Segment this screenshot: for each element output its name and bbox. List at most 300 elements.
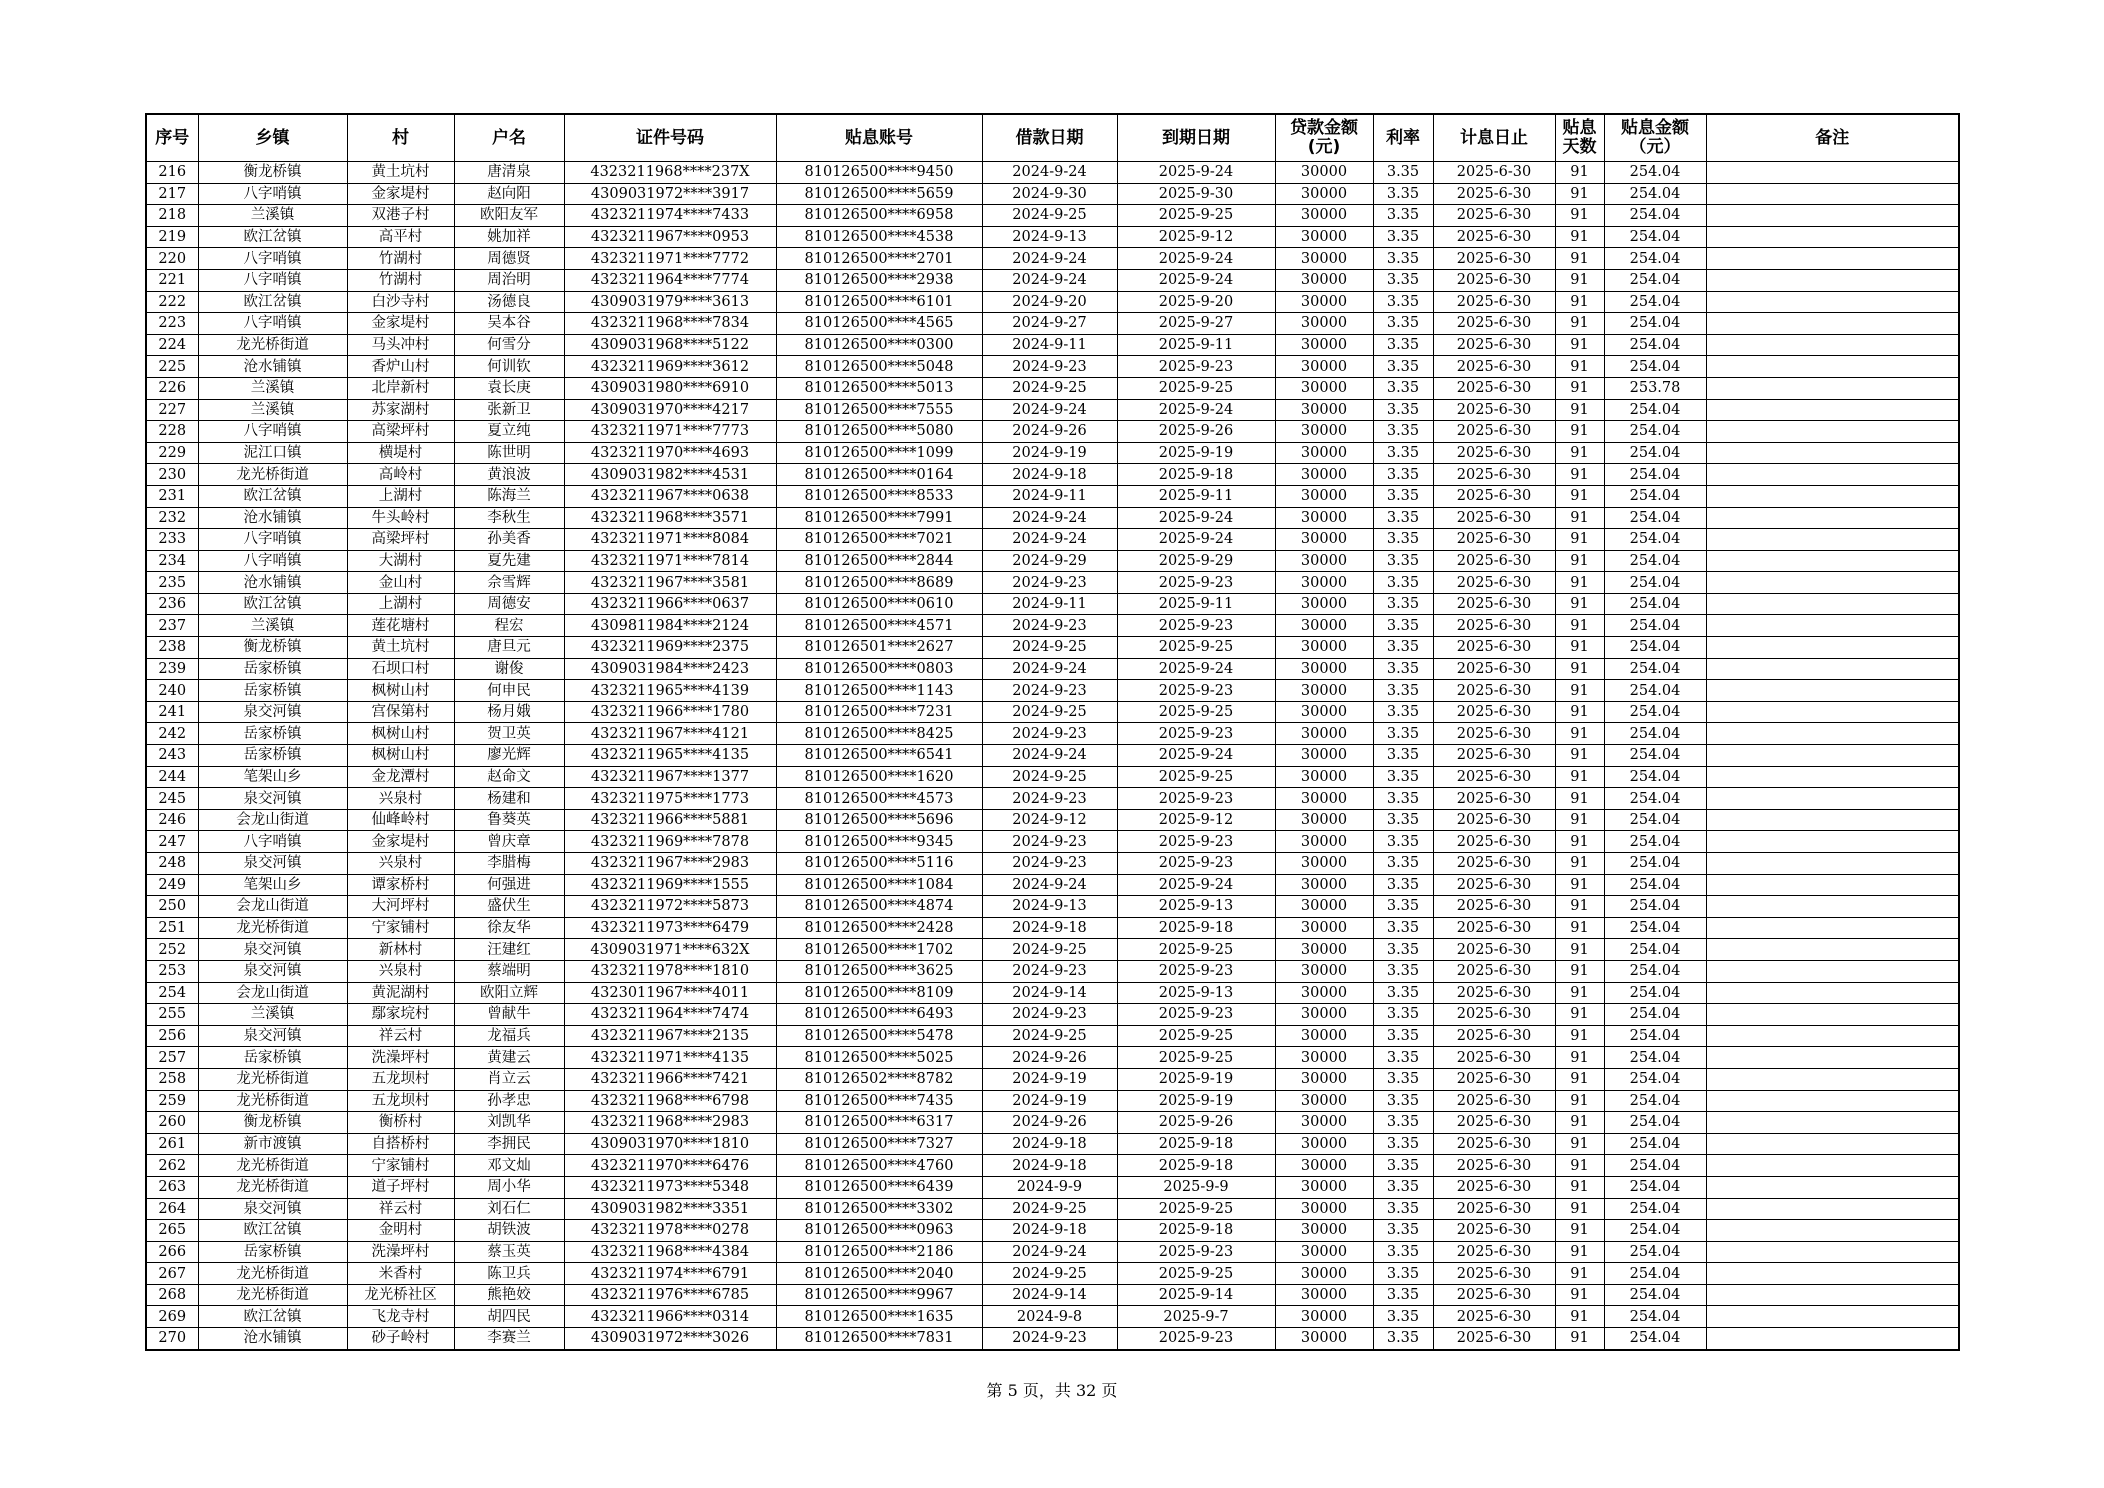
table-cell: 244 [146, 766, 198, 788]
table-cell: 曾献牛 [454, 1004, 564, 1026]
table-cell: 2024-9-24 [982, 507, 1117, 529]
table-cell: 2025-6-30 [1433, 1306, 1555, 1328]
table-cell: 91 [1555, 593, 1604, 615]
table-cell: 254.04 [1604, 507, 1706, 529]
table-cell: 2024-9-14 [982, 1284, 1117, 1306]
table-cell: 4323211967****1377 [564, 766, 776, 788]
table-cell: 2025-6-30 [1433, 269, 1555, 291]
table-row [146, 291, 1959, 313]
table-cell: 2025-9-23 [1117, 572, 1275, 594]
table-cell: 3.35 [1373, 313, 1433, 335]
table-cell: 孙美香 [454, 529, 564, 551]
table-cell: 2025-9-23 [1117, 853, 1275, 875]
table-cell: 91 [1555, 162, 1604, 184]
table-cell [1706, 982, 1959, 1004]
table-cell: 30000 [1275, 1241, 1373, 1263]
table-cell: 2024-9-11 [982, 334, 1117, 356]
table-cell: 李赛兰 [454, 1328, 564, 1350]
table-cell: 2025-9-18 [1117, 1133, 1275, 1155]
table-cell: 2025-6-30 [1433, 1176, 1555, 1198]
table-cell [1706, 788, 1959, 810]
table-cell: 229 [146, 442, 198, 464]
table-cell: 91 [1555, 377, 1604, 399]
table-cell: 4323211966****0314 [564, 1306, 776, 1328]
table-cell: 2024-9-25 [982, 1025, 1117, 1047]
table-cell [1706, 1306, 1959, 1328]
table-cell: 北岸新村 [347, 377, 454, 399]
table-cell: 2025-6-30 [1433, 637, 1555, 659]
table-cell: 253.78 [1604, 377, 1706, 399]
table-cell: 龙福兵 [454, 1025, 564, 1047]
table-cell: 30000 [1275, 896, 1373, 918]
table-cell: 254.04 [1604, 701, 1706, 723]
table-cell: 沧水铺镇 [198, 572, 347, 594]
table-cell: 254 [146, 982, 198, 1004]
column-header: 贷款金额 (元) [1275, 114, 1373, 162]
table-cell: 30000 [1275, 1133, 1373, 1155]
table-row [146, 1112, 1959, 1134]
table-cell: 2025-6-30 [1433, 1328, 1555, 1350]
table-cell: 2025-9-24 [1117, 745, 1275, 767]
table-cell: 91 [1555, 788, 1604, 810]
table-cell: 30000 [1275, 1263, 1373, 1285]
column-header: 计息日止 [1433, 114, 1555, 162]
table-cell [1706, 1133, 1959, 1155]
table-cell: 2025-9-24 [1117, 507, 1275, 529]
table-cell: 2025-6-30 [1433, 421, 1555, 443]
table-cell: 810126500****5080 [776, 421, 982, 443]
table-cell: 218 [146, 205, 198, 227]
table-cell [1706, 183, 1959, 205]
table-row [146, 1004, 1959, 1026]
table-cell: 810126500****9450 [776, 162, 982, 184]
table-cell: 衡龙桥镇 [198, 162, 347, 184]
table-cell: 周治明 [454, 269, 564, 291]
table-cell: 91 [1555, 248, 1604, 270]
table-cell: 3.35 [1373, 269, 1433, 291]
table-cell [1706, 1155, 1959, 1177]
table-cell: 810126500****1635 [776, 1306, 982, 1328]
table-cell: 3.35 [1373, 205, 1433, 227]
table-cell: 2025-6-30 [1433, 1090, 1555, 1112]
table-cell: 兴泉村 [347, 788, 454, 810]
table-cell: 254.04 [1604, 205, 1706, 227]
table-cell: 222 [146, 291, 198, 313]
table-cell: 刘石仁 [454, 1198, 564, 1220]
table-cell: 谭家桥村 [347, 874, 454, 896]
table-row [146, 485, 1959, 507]
table-cell: 3.35 [1373, 291, 1433, 313]
table-cell: 2024-9-18 [982, 1133, 1117, 1155]
table-cell: 周德贤 [454, 248, 564, 270]
table-cell: 257 [146, 1047, 198, 1069]
table-cell: 254.04 [1604, 162, 1706, 184]
table-cell: 3.35 [1373, 1306, 1433, 1328]
table-cell: 2025-9-29 [1117, 550, 1275, 572]
table-cell: 3.35 [1373, 1133, 1433, 1155]
table-cell: 261 [146, 1133, 198, 1155]
table-cell [1706, 615, 1959, 637]
table-cell: 赵向阳 [454, 183, 564, 205]
table-cell: 八字哨镇 [198, 269, 347, 291]
table-cell: 枫树山村 [347, 680, 454, 702]
table-cell: 91 [1555, 831, 1604, 853]
table-row [146, 982, 1959, 1004]
table-row [146, 226, 1959, 248]
table-cell: 李秋生 [454, 507, 564, 529]
table-cell: 30000 [1275, 248, 1373, 270]
table-cell: 810126500****7991 [776, 507, 982, 529]
table-cell: 30000 [1275, 766, 1373, 788]
table-cell: 3.35 [1373, 1090, 1433, 1112]
table-cell: 3.35 [1373, 226, 1433, 248]
table-cell: 2025-9-20 [1117, 291, 1275, 313]
table-cell: 2025-9-25 [1117, 1047, 1275, 1069]
table-row [146, 960, 1959, 982]
table-cell: 2025-6-30 [1433, 1241, 1555, 1263]
table-cell: 八字哨镇 [198, 421, 347, 443]
table-cell: 810126500****1702 [776, 939, 982, 961]
table-cell: 4309031970****1810 [564, 1133, 776, 1155]
table-cell: 254.04 [1604, 615, 1706, 637]
table-cell: 2024-9-24 [982, 874, 1117, 896]
table-cell: 2025-6-30 [1433, 939, 1555, 961]
table-cell: 30000 [1275, 377, 1373, 399]
table-cell: 何训钦 [454, 356, 564, 378]
table-cell: 254.04 [1604, 766, 1706, 788]
table-cell: 259 [146, 1090, 198, 1112]
table-cell: 兴泉村 [347, 960, 454, 982]
table-cell: 91 [1555, 356, 1604, 378]
table-cell: 2025-9-12 [1117, 809, 1275, 831]
table-cell: 徐友华 [454, 917, 564, 939]
table-cell: 254.04 [1604, 1047, 1706, 1069]
table-cell: 夏先建 [454, 550, 564, 572]
table-cell: 上湖村 [347, 485, 454, 507]
table-cell: 金龙潭村 [347, 766, 454, 788]
table-cell: 91 [1555, 939, 1604, 961]
table-cell [1706, 723, 1959, 745]
table-cell: 3.35 [1373, 788, 1433, 810]
table-cell: 254.04 [1604, 421, 1706, 443]
table-cell: 宫保第村 [347, 701, 454, 723]
table-cell: 254.04 [1604, 1025, 1706, 1047]
table-cell: 黄浪波 [454, 464, 564, 486]
table-cell: 竹湖村 [347, 269, 454, 291]
table-cell: 2024-9-23 [982, 1004, 1117, 1026]
table-cell: 30000 [1275, 1112, 1373, 1134]
table-row [146, 874, 1959, 896]
loan-subsidy-table [145, 113, 1960, 1351]
table-cell: 张新卫 [454, 399, 564, 421]
table-cell: 30000 [1275, 572, 1373, 594]
table-cell: 4309031972****3917 [564, 183, 776, 205]
table-cell: 254.04 [1604, 723, 1706, 745]
table-cell: 810126500****0963 [776, 1220, 982, 1242]
table-cell: 道子坪村 [347, 1176, 454, 1198]
table-cell: 2024-9-24 [982, 1241, 1117, 1263]
table-cell: 4309031971****632X [564, 939, 776, 961]
table-cell: 3.35 [1373, 982, 1433, 1004]
table-cell: 兰溪镇 [198, 615, 347, 637]
table-cell: 欧江岔镇 [198, 1306, 347, 1328]
column-header: 证件号码 [564, 114, 776, 162]
table-row [146, 917, 1959, 939]
table-cell: 263 [146, 1176, 198, 1198]
table-cell: 2025-9-19 [1117, 442, 1275, 464]
table-cell: 810126500****5696 [776, 809, 982, 831]
table-cell: 254.04 [1604, 226, 1706, 248]
table-cell: 253 [146, 960, 198, 982]
table-header [146, 114, 1959, 162]
table-cell: 810126500****7231 [776, 701, 982, 723]
table-cell: 2024-9-23 [982, 831, 1117, 853]
table-cell [1706, 205, 1959, 227]
table-cell: 3.35 [1373, 550, 1433, 572]
table-cell: 程宏 [454, 615, 564, 637]
table-cell: 2025-6-30 [1433, 1263, 1555, 1285]
table-cell: 254.04 [1604, 853, 1706, 875]
table-row [146, 831, 1959, 853]
table-cell: 3.35 [1373, 507, 1433, 529]
table-cell: 810126500****6541 [776, 745, 982, 767]
table-cell: 2025-9-19 [1117, 1068, 1275, 1090]
table-cell: 233 [146, 529, 198, 551]
table-cell: 262 [146, 1155, 198, 1177]
table-cell: 欧阳立辉 [454, 982, 564, 1004]
table-cell: 254.04 [1604, 680, 1706, 702]
table-cell: 91 [1555, 1328, 1604, 1350]
table-cell: 4323211966****7421 [564, 1068, 776, 1090]
table-cell: 4323211967****3581 [564, 572, 776, 594]
table-cell: 2024-9-19 [982, 1068, 1117, 1090]
table-cell: 4309031972****3026 [564, 1328, 776, 1350]
table-cell [1706, 1241, 1959, 1263]
table-row [146, 1047, 1959, 1069]
table-cell: 2025-6-30 [1433, 485, 1555, 507]
table-cell: 254.04 [1604, 485, 1706, 507]
table-cell: 810126500****8689 [776, 572, 982, 594]
table-cell: 254.04 [1604, 982, 1706, 1004]
table-cell: 2024-9-18 [982, 1220, 1117, 1242]
table-cell [1706, 917, 1959, 939]
table-cell: 223 [146, 313, 198, 335]
table-cell [1706, 874, 1959, 896]
table-cell: 3.35 [1373, 593, 1433, 615]
table-cell: 4323211969****2375 [564, 637, 776, 659]
table-cell: 贺卫英 [454, 723, 564, 745]
table-cell: 254.04 [1604, 809, 1706, 831]
table-cell: 2025-6-30 [1433, 1284, 1555, 1306]
table-cell: 2025-6-30 [1433, 334, 1555, 356]
table-cell: 2025-9-25 [1117, 377, 1275, 399]
column-header: 备注 [1706, 114, 1959, 162]
table-cell: 莲花塘村 [347, 615, 454, 637]
table-cell: 2025-6-30 [1433, 399, 1555, 421]
table-cell: 2025-6-30 [1433, 701, 1555, 723]
table-cell: 马头冲村 [347, 334, 454, 356]
table-cell: 2025-6-30 [1433, 766, 1555, 788]
table-cell: 双港子村 [347, 205, 454, 227]
table-cell: 810126500****8533 [776, 485, 982, 507]
table-cell: 胡铁波 [454, 1220, 564, 1242]
table-cell [1706, 248, 1959, 270]
table-cell: 250 [146, 896, 198, 918]
table-cell: 91 [1555, 896, 1604, 918]
table-row [146, 1155, 1959, 1177]
table-cell: 3.35 [1373, 1068, 1433, 1090]
table-cell: 周德安 [454, 593, 564, 615]
table-cell [1706, 269, 1959, 291]
table-cell: 30000 [1275, 1090, 1373, 1112]
table-cell: 91 [1555, 1068, 1604, 1090]
table-cell: 30000 [1275, 1198, 1373, 1220]
table-cell: 810126500****2186 [776, 1241, 982, 1263]
table-cell: 91 [1555, 529, 1604, 551]
table-cell: 2024-9-13 [982, 896, 1117, 918]
table-cell: 4323211968****4384 [564, 1241, 776, 1263]
table-cell: 91 [1555, 1306, 1604, 1328]
table-cell: 2024-9-23 [982, 960, 1117, 982]
table-cell: 249 [146, 874, 198, 896]
table-row [146, 205, 1959, 227]
table-cell: 254.04 [1604, 1241, 1706, 1263]
table-cell: 2024-9-30 [982, 183, 1117, 205]
table-cell: 254.04 [1604, 658, 1706, 680]
table-cell: 2024-9-26 [982, 1047, 1117, 1069]
table-cell: 2024-9-19 [982, 442, 1117, 464]
table-cell: 2025-9-13 [1117, 896, 1275, 918]
table-cell: 4323211971****7814 [564, 550, 776, 572]
table-cell: 4309031970****4217 [564, 399, 776, 421]
table-cell: 泉交河镇 [198, 701, 347, 723]
table-cell [1706, 1112, 1959, 1134]
table-cell: 岳家桥镇 [198, 1241, 347, 1263]
table-cell: 260 [146, 1112, 198, 1134]
table-row [146, 442, 1959, 464]
table-cell: 廖光辉 [454, 745, 564, 767]
table-cell: 岳家桥镇 [198, 680, 347, 702]
table-cell: 4323211970****6476 [564, 1155, 776, 1177]
table-cell: 4323011967****4011 [564, 982, 776, 1004]
table-cell: 宁家铺村 [347, 1155, 454, 1177]
table-cell: 221 [146, 269, 198, 291]
table-cell: 2024-9-24 [982, 162, 1117, 184]
table-cell: 3.35 [1373, 723, 1433, 745]
table-cell: 会龙山街道 [198, 896, 347, 918]
table-cell: 234 [146, 550, 198, 572]
table-cell: 4323211969****3612 [564, 356, 776, 378]
table-cell: 265 [146, 1220, 198, 1242]
table-row [146, 162, 1959, 184]
column-header: 村 [347, 114, 454, 162]
table-cell: 4323211976****6785 [564, 1284, 776, 1306]
table-cell: 30000 [1275, 334, 1373, 356]
table-cell: 2024-9-23 [982, 723, 1117, 745]
table-cell: 八字哨镇 [198, 529, 347, 551]
table-cell [1706, 550, 1959, 572]
table-cell: 吴本谷 [454, 313, 564, 335]
table-cell: 2025-6-30 [1433, 313, 1555, 335]
table-cell: 226 [146, 377, 198, 399]
table-cell [1706, 1176, 1959, 1198]
table-cell: 泉交河镇 [198, 1025, 347, 1047]
table-cell: 254.04 [1604, 939, 1706, 961]
table-cell: 陈海兰 [454, 485, 564, 507]
table-cell: 810126500****6493 [776, 1004, 982, 1026]
table-cell: 30000 [1275, 356, 1373, 378]
table-cell: 91 [1555, 464, 1604, 486]
table-cell: 4323211968****7834 [564, 313, 776, 335]
table-cell: 2025-6-30 [1433, 809, 1555, 831]
table-cell: 3.35 [1373, 1241, 1433, 1263]
table-cell: 810126500****1143 [776, 680, 982, 702]
table-cell: 230 [146, 464, 198, 486]
table-cell: 91 [1555, 550, 1604, 572]
table-cell: 2025-9-18 [1117, 1220, 1275, 1242]
table-cell: 3.35 [1373, 766, 1433, 788]
table-cell: 2025-6-30 [1433, 550, 1555, 572]
table-cell: 30000 [1275, 960, 1373, 982]
table-cell [1706, 1284, 1959, 1306]
table-cell: 91 [1555, 183, 1604, 205]
table-cell: 30000 [1275, 723, 1373, 745]
table-cell: 姚加祥 [454, 226, 564, 248]
table-cell: 810126502****8782 [776, 1068, 982, 1090]
table-cell: 91 [1555, 1133, 1604, 1155]
table-cell [1706, 507, 1959, 529]
table-cell: 254.04 [1604, 1112, 1706, 1134]
table-cell: 810126500****7555 [776, 399, 982, 421]
table-cell: 2025-9-18 [1117, 917, 1275, 939]
table-cell: 810126500****6317 [776, 1112, 982, 1134]
table-cell: 30000 [1275, 1004, 1373, 1026]
table-cell: 810126500****6101 [776, 291, 982, 313]
table-cell: 沧水铺镇 [198, 356, 347, 378]
table-row [146, 853, 1959, 875]
table-cell: 2025-9-23 [1117, 723, 1275, 745]
table-cell: 2025-9-25 [1117, 1198, 1275, 1220]
table-cell: 八字哨镇 [198, 313, 347, 335]
table-row [146, 745, 1959, 767]
table-cell: 810126500****1099 [776, 442, 982, 464]
table-row [146, 183, 1959, 205]
table-cell [1706, 226, 1959, 248]
table-cell [1706, 766, 1959, 788]
table-cell: 飞龙寺村 [347, 1306, 454, 1328]
table-cell: 810126500****2428 [776, 917, 982, 939]
table-cell: 30000 [1275, 205, 1373, 227]
table-cell: 2025-6-30 [1433, 442, 1555, 464]
table-cell: 239 [146, 658, 198, 680]
table-cell: 30000 [1275, 593, 1373, 615]
table-cell: 4323211965****4139 [564, 680, 776, 702]
table-cell: 周小华 [454, 1176, 564, 1198]
table-cell: 曾庆章 [454, 831, 564, 853]
table-cell: 2025-6-30 [1433, 982, 1555, 1004]
table-cell: 30000 [1275, 421, 1373, 443]
table-cell: 龙光桥街道 [198, 464, 347, 486]
table-cell: 810126500****5659 [776, 183, 982, 205]
table-cell: 沧水铺镇 [198, 507, 347, 529]
table-cell [1706, 442, 1959, 464]
table-cell: 30000 [1275, 1284, 1373, 1306]
table-cell: 欧阳友军 [454, 205, 564, 227]
table-cell: 4323211969****7878 [564, 831, 776, 853]
table-cell: 2025-9-11 [1117, 593, 1275, 615]
table-cell: 龙光桥街道 [198, 1068, 347, 1090]
table-cell: 256 [146, 1025, 198, 1047]
